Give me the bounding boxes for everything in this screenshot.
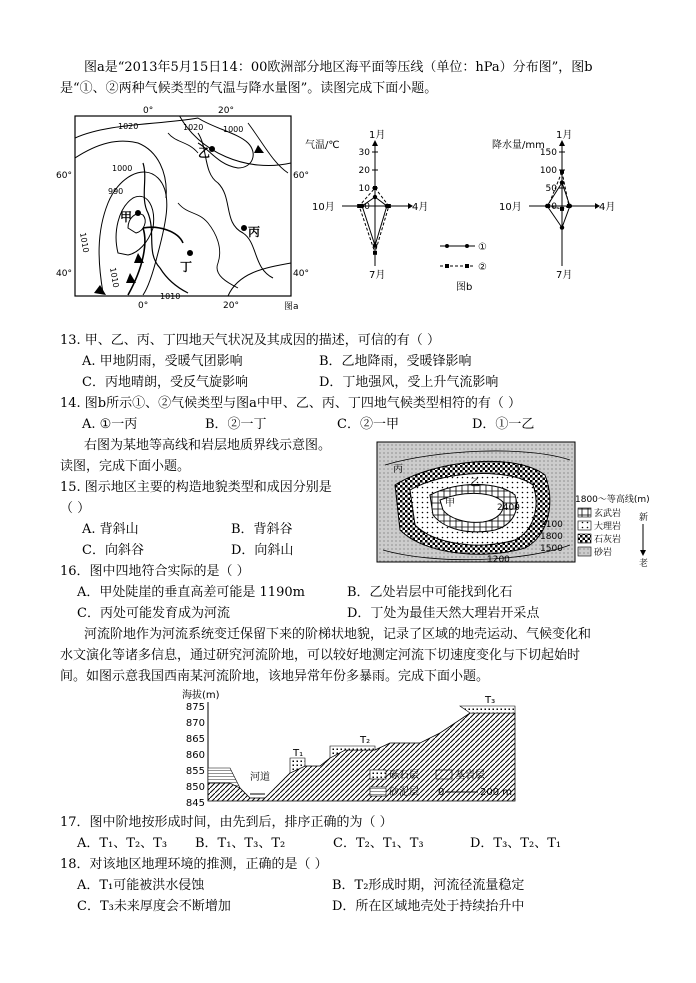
q14-option-b[interactable]: B．②一丁 <box>205 417 267 432</box>
terrace-t3-label: T₃ <box>485 695 496 706</box>
intro-text-line-2: 是“①、②两种气候类型的气温与降水量图”。读图完成下面小题。 <box>60 81 438 96</box>
q13-option-a[interactable]: A. 甲地阴雨，受暖气团影响 <box>82 354 243 369</box>
q14-option-d[interactable]: D．①一乙 <box>472 417 535 432</box>
place-jia: 甲 <box>120 210 133 224</box>
month-label: 4月 <box>412 202 429 213</box>
q14-option-a[interactable]: A. ①一丙 <box>82 417 138 432</box>
isobar-label: 1020 <box>183 123 204 132</box>
q16-option-b[interactable]: B．乙处岩层中可能找到化石 <box>347 585 513 600</box>
radar-tick-label: 150 <box>539 148 557 158</box>
q16-option-c[interactable]: C．丙处可能发育成为河流 <box>77 606 230 621</box>
scale-bar-start: 0 <box>438 787 445 798</box>
precipitation-radar <box>492 129 615 281</box>
q14-option-c[interactable]: C．②一甲 <box>337 417 399 432</box>
q18-stem: 18．对该地区地理环境的推测，正确的是（ ） <box>60 857 328 872</box>
q17-option-a[interactable]: A．T₁、T₂、T₃ <box>77 836 168 851</box>
lat-label: 40° <box>56 269 72 279</box>
lat-label: 60° <box>56 171 72 181</box>
intro2-line-1: 右图为某地等高线和岩层地质界线示意图。 <box>84 438 332 453</box>
pressure-map-figure <box>48 103 309 313</box>
intro-text-line-1: 图a是“2013年5月15日14：00欧洲部分地区海平面等压线（单位：hPa）分布图”，图b <box>84 60 593 75</box>
lat-label: 40° <box>293 269 309 279</box>
y-tick-label: 845 <box>185 798 205 809</box>
intro3-line-1: 河流阶地作为河流系统变迁保留下来的阶梯状地貌，记录了区域的地壳运动、气候变化和 <box>84 627 592 642</box>
month-label: 10月 <box>312 202 335 213</box>
radar-point <box>373 186 377 190</box>
q17-option-c[interactable]: C．T₂、T₁、T₃ <box>333 836 424 851</box>
geo-legend-title: 1800～等高线(m) <box>575 495 650 505</box>
climate-radar-chart <box>300 128 640 298</box>
temperature-radar <box>305 129 428 281</box>
figure-b-label: 图b <box>456 282 473 293</box>
lon-label: 0° <box>143 106 154 116</box>
place-ding: 丁 <box>180 260 193 274</box>
lon-label: 20° <box>223 301 239 311</box>
intro2-line-2: 读图，完成下面小题。 <box>60 459 191 474</box>
scale-bar-end: 200 m <box>480 787 513 798</box>
contour-label: 2400 <box>497 503 520 513</box>
month-label: 10月 <box>499 202 522 213</box>
radar-tick-label: 100 <box>539 166 557 176</box>
q15-option-c[interactable]: C．向斜谷 <box>82 543 144 558</box>
radar-tick-label: 50 <box>545 184 557 194</box>
q16-option-a[interactable]: A．甲处陡崖的垂直高差可能是 1190m <box>77 585 305 600</box>
geo-place-bing: 丙 <box>393 464 403 475</box>
month-label: 7月 <box>369 270 386 281</box>
terrace-t2-label: T₂ <box>360 735 371 746</box>
geo-place-jia: 甲 <box>445 498 455 509</box>
q13-option-d[interactable]: D．丁地强风，受上升气流影响 <box>319 375 499 390</box>
lon-label: 20° <box>218 106 234 116</box>
q13-stem: 13. 甲、乙、丙、丁四地天气状况及其成因的描述，可信的有（ ） <box>60 333 440 348</box>
isobar-label: 1010 <box>108 266 121 289</box>
radar-point <box>560 207 564 211</box>
geo-place-ding: 丁 <box>513 464 523 475</box>
river-terrace-figure <box>180 688 560 813</box>
y-tick-label: 850 <box>185 782 205 793</box>
q18-option-c[interactable]: C．T₃未来厚度会不断增加 <box>77 899 231 914</box>
month-label: 4月 <box>599 202 616 213</box>
geo-place-yi: 乙 <box>470 478 480 489</box>
q15-option-d[interactable]: D．向斜山 <box>231 543 294 558</box>
month-label: 1月 <box>369 130 386 141</box>
radar-point <box>357 204 361 208</box>
q15-option-b[interactable]: B．背斜谷 <box>231 522 293 537</box>
contour-label: 1200 <box>487 555 510 565</box>
q16-option-d[interactable]: D．丁处为最佳天然大理岩开采点 <box>347 606 540 621</box>
y-tick-label: 855 <box>185 766 205 777</box>
radar-point <box>560 170 564 174</box>
intro3-line-2: 水文演化等诸多信息，通过研究河流阶地，可以较好地测定河流下切速度变化与下切起始时 <box>60 648 581 663</box>
q18-option-a[interactable]: A．T₁可能被洪水侵蚀 <box>77 878 205 893</box>
y-tick-label: 860 <box>185 750 205 761</box>
terrace-legend-item: 砾石层 <box>389 770 419 781</box>
geology-contour-figure <box>375 440 660 570</box>
age-old-label: 老 <box>639 559 649 569</box>
contour-label: 1500 <box>540 544 563 554</box>
isobar-label: 1010 <box>160 292 181 301</box>
isobar-label: 990 <box>108 187 124 196</box>
radar-tick-label: 0 <box>364 202 370 212</box>
q16-stem: 16．图中四地符合实际的是（ ） <box>60 564 250 579</box>
q15-option-a[interactable]: A. 背斜山 <box>82 522 139 537</box>
q13-option-b[interactable]: B．乙地降雨，受暖锋影响 <box>319 354 472 369</box>
radar-title: 气温/℃ <box>305 140 340 151</box>
radar-point <box>567 204 571 208</box>
legend-series-1: ① <box>478 242 487 253</box>
geo-legend-item: 砂岩 <box>594 548 613 558</box>
place-bing: 丙 <box>248 225 261 239</box>
radar-tick-label: 20 <box>358 166 370 176</box>
y-tick-label: 870 <box>185 718 205 729</box>
figure-a-label: 图a <box>284 302 299 312</box>
lon-label: 0° <box>138 301 149 311</box>
q18-option-d[interactable]: D．所在区域地壳处于持续抬升中 <box>332 899 525 914</box>
radar-point <box>387 204 391 208</box>
y-tick-label: 865 <box>185 734 205 745</box>
geo-legend-item: 石灰岩 <box>594 535 622 545</box>
radar-title: 降水量/mm <box>492 140 545 151</box>
river-channel-label: 河道 <box>250 772 270 783</box>
intro3-line-3: 间。如图示意我国西南某河流阶地，该地异常年份多暴雨。完成下面小题。 <box>60 669 490 684</box>
isobar-label: 1000 <box>223 125 244 134</box>
month-label: 7月 <box>556 270 573 281</box>
y-tick-label: 875 <box>185 702 205 713</box>
radar-point <box>373 195 377 199</box>
lat-label: 60° <box>293 171 309 181</box>
geo-legend-item: 玄武岩 <box>594 509 622 519</box>
radar-point <box>373 251 377 255</box>
radar-point <box>560 225 564 229</box>
contour-label: 2100 <box>540 520 563 530</box>
terrace-y-axis-label: 海拔(m) <box>182 690 220 701</box>
radar-tick-label: 10 <box>358 184 370 194</box>
q17-stem: 17．图中阶地按形成时间，由先到后，排序正确的为（ ） <box>60 815 393 830</box>
age-new-label: 新 <box>639 513 649 523</box>
isobar-label: 1020 <box>118 122 139 131</box>
legend-series-2: ② <box>478 262 487 273</box>
terrace-legend-item: 砂泥层 <box>389 787 419 798</box>
q15-stem-paren: （ ） <box>60 501 91 516</box>
q13-option-c[interactable]: C．丙地晴朗，受反气旋影响 <box>82 375 248 390</box>
contour-label: 1800 <box>540 532 563 542</box>
month-label: 1月 <box>556 130 573 141</box>
q17-option-b[interactable]: B．T₁、T₃、T₂ <box>195 836 286 851</box>
isobar-label: 1000 <box>112 164 133 173</box>
geo-legend-item: 大理岩 <box>594 522 622 532</box>
q18-option-b[interactable]: B．T₂形成时期，河流径流量稳定 <box>332 878 525 893</box>
q15-stem: 15. 图示地区主要的构造地貌类型和成因分别是 <box>60 480 332 495</box>
terrace-t1-label: T₁ <box>293 748 304 759</box>
radar-tick-label: 30 <box>358 148 370 158</box>
radar-tick-label: 0 <box>551 202 557 212</box>
radar-point <box>546 204 550 208</box>
terrace-legend-item: 基岩层 <box>455 770 485 781</box>
q14-stem: 14. 图b所示①、②气候类型与图a中甲、乙、丙、丁四地气候类型相符的有（ ） <box>60 396 522 411</box>
isobar-label: 1010 <box>78 231 91 254</box>
q17-option-d[interactable]: D．T₃、T₂、T₁ <box>470 836 562 851</box>
radar-point <box>560 180 564 184</box>
place-yi: 乙 <box>198 146 211 160</box>
